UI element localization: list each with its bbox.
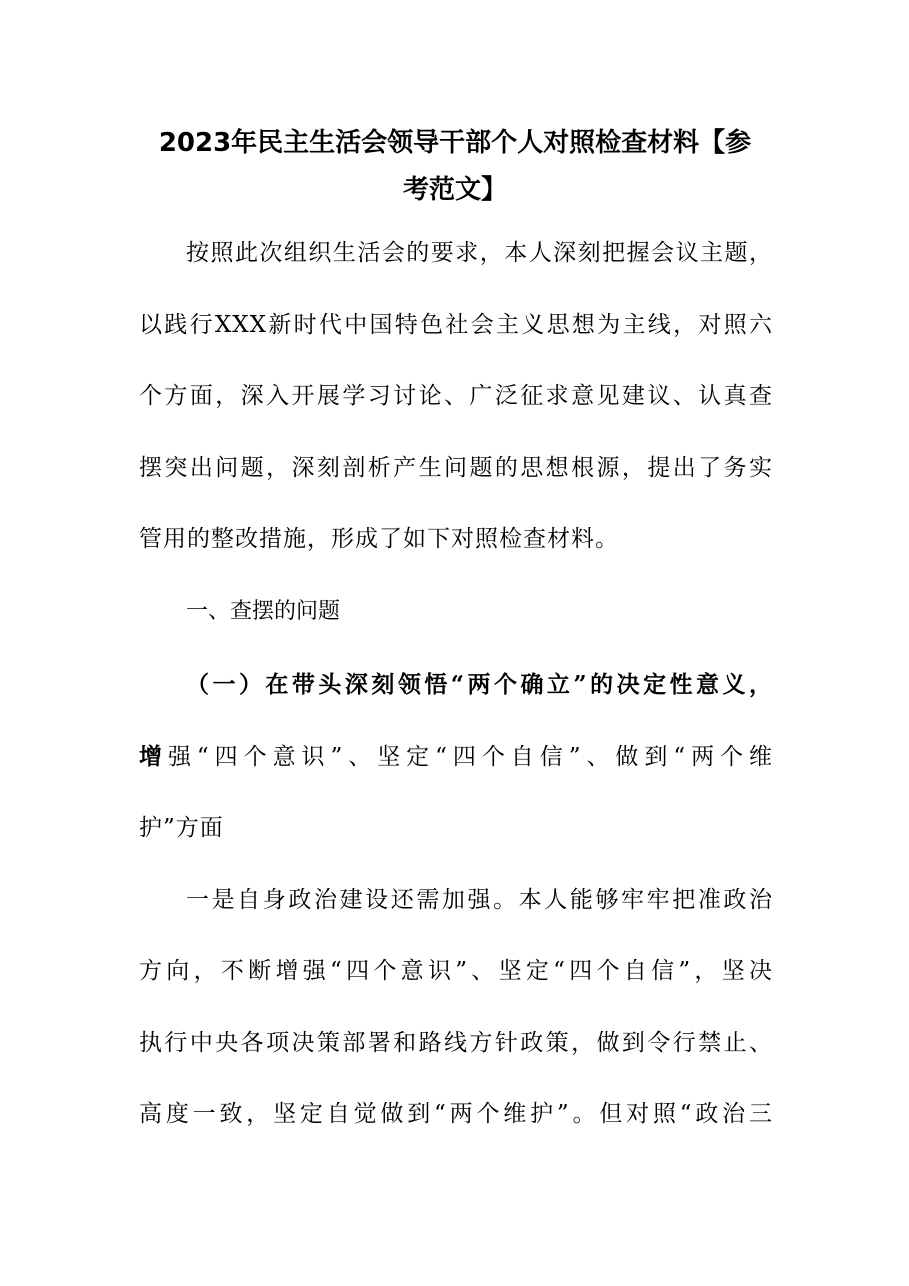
- sub-heading-line-2-text: 强“四个意识”、坚定“四个自信”、做到“两个维: [167, 744, 773, 770]
- intro-paragraph-line: 以践行XXX新时代中国特色社会主义思想为主线，对照六: [139, 312, 773, 338]
- body-paragraph-line: 一是自身政治建设还需加强。本人能够牢牢把准政治: [186, 887, 773, 913]
- intro-paragraph-line: 摆突出问题，深刻剖析产生问题的思想根源，提出了务实: [139, 455, 773, 481]
- intro-paragraph-line: 按照此次组织生活会的要求，本人深刻把握会议主题，: [186, 240, 773, 266]
- sub-heading-line-3: 护”方面: [139, 815, 224, 841]
- intro-paragraph-line: 管用的整改措施，形成了如下对照检查材料。: [139, 526, 619, 552]
- sub-heading-line-2: [139, 744, 773, 770]
- sub-heading-line-1: （一）在带头深刻领悟“两个确立”的决定性意义，: [186, 671, 773, 698]
- body-paragraph-line: 方向，不断增强“四个意识”、坚定“四个自信”，坚决: [139, 958, 773, 984]
- section-heading: 一、查摆的问题: [186, 599, 341, 624]
- sub-heading-bold-char: 增: [139, 743, 168, 770]
- document-title-line-1: 2023年民主生活会领导干部个人对照检查材料【参: [158, 128, 752, 158]
- body-paragraph-line: 高度一致，坚定自觉做到“两个维护”。但对照“政治三: [139, 1101, 773, 1127]
- document-title-line-2: 考范文】: [402, 175, 507, 205]
- body-paragraph-line: 执行中央各项决策部署和路线方针政策，做到令行禁止、: [139, 1030, 773, 1056]
- intro-paragraph-line: 个方面，深入开展学习讨论、广泛征求意见建议、认真查: [139, 383, 773, 409]
